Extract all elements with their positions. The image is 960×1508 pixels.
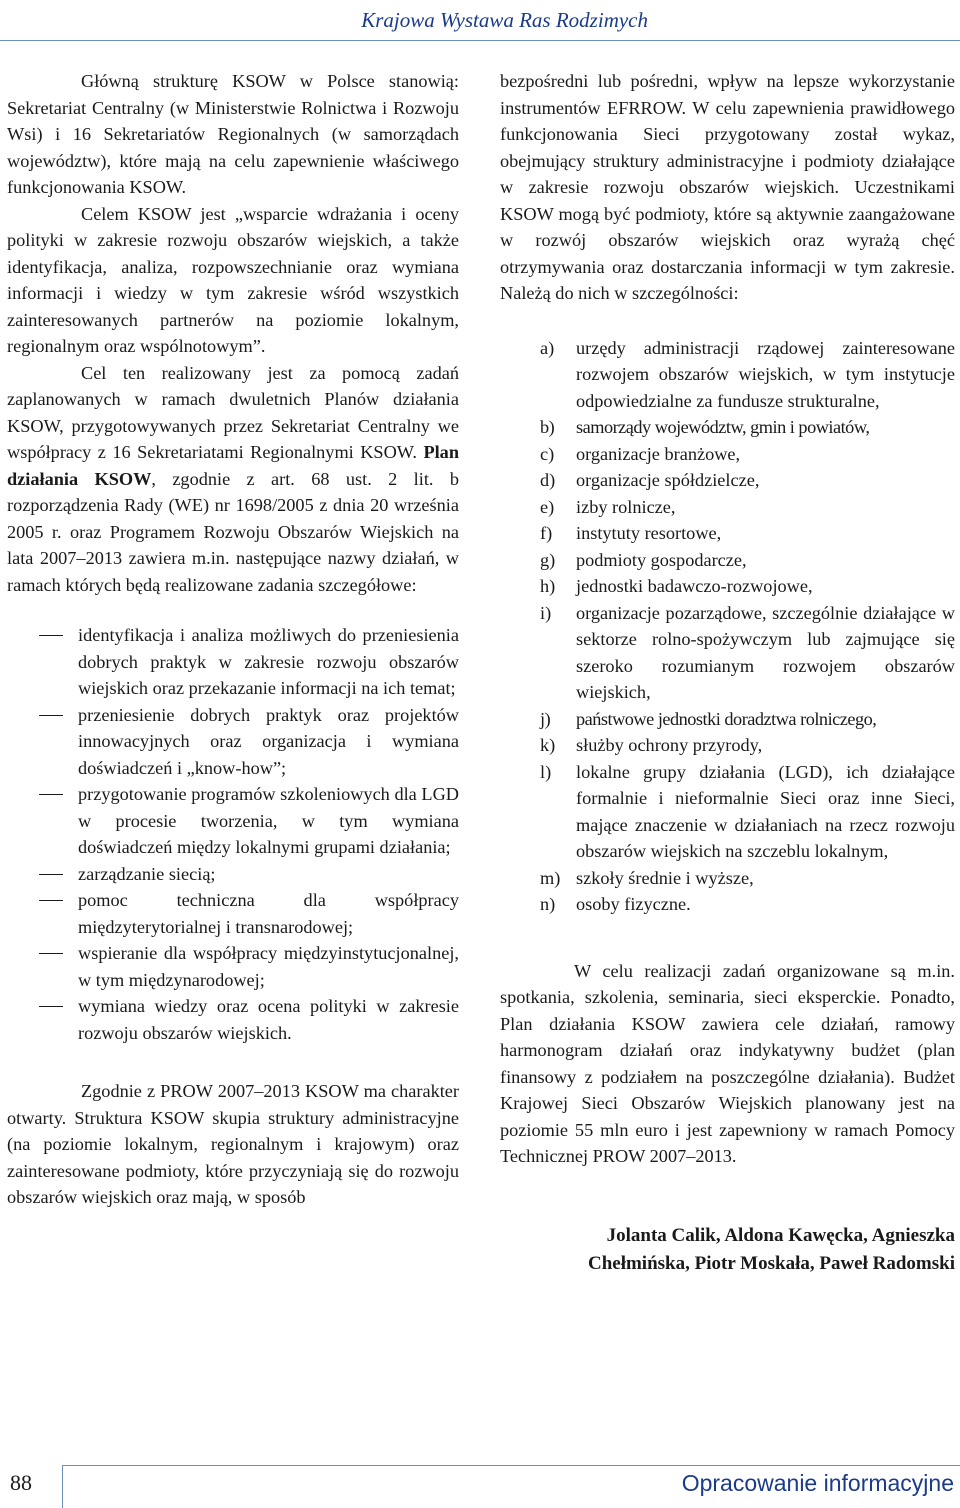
participant-item (500, 520, 955, 547)
dash-list-item: przeniesienie dobrych praktyk oraz projektów innowacyjnych oraz organizacja i wymiana doświadczeń i „know-how”; (7, 702, 459, 782)
dash-list-item: wymiana wiedzy oraz ocena polityki w zakresie rozwoju obszarów wiejskich. (7, 993, 459, 1046)
item-text: urzędy administracji rządowej zainteresowane rozwojem obszarów wiejskich, w tym instytucje odpowiedzialne za fundusze strukturalne, (576, 337, 955, 411)
section-label: Opracowanie informacyjne (681, 1470, 954, 1496)
running-header: Krajowa Wystawa Ras Rodzimych (361, 8, 648, 32)
item-marker: n) (540, 894, 556, 914)
item-text: organizacje spółdzielcze, (576, 470, 760, 490)
item-text: organizacje pozarządowe, szczególnie działające w sektorze rolno-spożywczym lub zajmujące się szeroko rozumianym rozwojem obszarów wiejskich, (576, 602, 955, 702)
footer-divider (62, 1465, 63, 1508)
item-text: służby ochrony przyrody, (576, 735, 763, 755)
item-marker: l) (540, 761, 552, 782)
paragraph-budget: W celu realizacji zadań organizowane są m.in. spotkania, szkolenia, seminaria, sieci eksperckie. Ponadto, Plan działania KSOW zawiera cele działań, ramowy harmonogram działań oraz indykatywny budżet (plan finansowy z podziałem na poszczególne działania). Budżet Krajowej Sieci Obszarów Wiejskich planowany jest na poziomie 55 mln euro i jest zapewniony w ramach Pomocy Technicznej PROW 2007‒2013. (500, 960, 955, 1166)
item-text: lokalne grupy działania (LGD), ich działające formalnie i nieformalnie Sieci oraz inne Sieci, mające znaczenie w działaniach na rzecz rozwoju obszarów wiejskich na szczeblu lokalnym, (576, 761, 955, 861)
participant-item (500, 600, 955, 706)
item-marker: e) (540, 496, 555, 517)
paragraph-action-plan (7, 360, 459, 599)
dash-list-item: przygotowanie programów szkoleniowych dla LGD w procesie tworzenia, w tym wymiana doświadczeń między lokalnymi grupami działania; (7, 781, 459, 861)
participant-item (500, 706, 955, 733)
item-text: jednostki badawczo-rozwojowe, (576, 576, 813, 596)
dash-list-item: wspieranie dla współpracy międzyinstytucjonalnej, w tym międzynarodowej; (7, 940, 459, 993)
action-plan-text-1: Cel ten realizowany jest za pomocą zadań zaplanowanych w ramach dwuletnich Planów działania KSOW, przygotowywanych przez Sekretariat Centralny we współpracy z 16 Sekretariatami Regionalnymi KSOW. (7, 362, 459, 462)
participants-list (500, 335, 955, 918)
authors-line: Jolanta Calik, Aldona Kawęcka, Agnieszka (606, 1224, 955, 1246)
item-text: osoby fizyczne. (576, 894, 691, 914)
paragraph-participants: bezpośredni lub pośredni, wpływ na lepsze wykorzystanie instrumentów EFRROW. W celu zapewnienia prawidłowego funkcjonowania Sieci przygotowany został wykaz, obejmujący struktury administracyjne i podmioty działające w zakresie rozwoju obszarów wiejskich. Uczestnikami KSOW mogą być podmioty, które są aktywnie zaangażowane w rozwój obszarów wiejskich oraz wyrażą chęć otrzymywania oraz dostarczania informacji w tym zakresie. Należą do nich w szczególności: (500, 71, 955, 303)
right-column (500, 68, 955, 1278)
participant-item (500, 467, 955, 494)
participant-item (500, 494, 955, 521)
item-text: organizacje branżowe, (576, 443, 741, 464)
item-marker: f) (540, 523, 553, 543)
item-marker: k) (540, 735, 556, 755)
participant-item (500, 573, 955, 600)
authors-block (500, 1222, 955, 1278)
participant-item (500, 732, 955, 759)
left-column (7, 68, 459, 1211)
item-text: izby rolnicze, (576, 496, 676, 517)
item-marker: b) (540, 417, 555, 437)
item-marker: i) (540, 602, 552, 623)
item-marker: c) (540, 443, 555, 464)
participant-item (500, 891, 955, 918)
page-number: 88 (10, 1470, 32, 1495)
participant-item (500, 441, 955, 468)
paragraph-open-character: Zgodnie z PROW 2007‒2013 KSOW ma charakter otwarty. Struktura KSOW skupia struktury administracyjne (na poziomie lokalnym, regionalnym i krajowym) oraz zainteresowane podmioty, które przyczyniają się do rozwoju obszarów wiejskich oraz mają, w sposób (7, 1081, 459, 1207)
participant-item (500, 865, 955, 892)
item-marker: a) (540, 337, 555, 358)
item-text: szkoły średnie i wyższe, (576, 867, 754, 888)
dash-list-item: identyfikacja i analiza możliwych do przeniesienia dobrych praktyk w zakresie rozwoju obszarów wiejskich oraz przekazanie informacji na ich temat; (7, 622, 459, 702)
item-text: podmioty gospodarcze, (576, 549, 747, 570)
item-marker: j) (540, 708, 551, 729)
header-rule (0, 40, 960, 41)
actions-dash-list (7, 622, 459, 1046)
item-marker: m) (540, 867, 561, 888)
item-marker: h) (540, 576, 556, 596)
footer-rule (62, 1465, 960, 1466)
action-plan-bold: Plan działania KSOW (7, 442, 459, 489)
participant-item (500, 547, 955, 574)
item-marker: d) (540, 470, 556, 490)
action-plan-text-2: , zgodnie z art. 68 ust. 2 lit. b rozporządzenia Rady (WE) nr 1698/2005 z dnia 20 września 2005 r. oraz Programem Rozwoju Obszarów Wiejskich na lata 2007‒2013 zawiera m.in. następujące nazwy działań, w ramach których będą realizowane zadania szczegółowe: (7, 468, 459, 595)
paragraph-aim: Celem KSOW jest „wsparcie wdrażania i oceny polityki w zakresie rozwoju obszarów wiejskich, a także identyfikacja, analiza, rozpowszechnianie oraz wymiana informacji i wiedzy w tym zakresie wśród wszystkich zainteresowanych partnerów na poziomie lokalnym, regionalnym oraz wspólnotowym”. (7, 203, 459, 356)
item-text: państwowe jednostki doradztwa rolniczego, (576, 708, 877, 729)
dash-list-item: zarządzanie siecią; (7, 861, 459, 888)
paragraph-structure: Główną strukturę KSOW w Polsce stanowią: Sekretariat Centralny (w Ministerstwie Rolnictwa i Rozwoju Wsi) i 16 Sekretariatów Regionalnych (w samorządach województw), które mają na celu zapewnienie właściwego funkcjonowania KSOW. (7, 71, 459, 197)
participant-item (500, 335, 955, 415)
participant-item (500, 414, 955, 441)
participant-item (500, 759, 955, 865)
item-marker: g) (540, 549, 556, 570)
dash-list-item: pomoc techniczna dla współpracy międzyterytorialnej i transnarodowej; (7, 887, 459, 940)
authors-line: Chełmińska, Piotr Moskała, Paweł Radomski (587, 1252, 955, 1274)
item-text: instytuty resortowe, (576, 523, 722, 543)
item-text: samorządy województw, gmin i powiatów, (576, 417, 870, 437)
